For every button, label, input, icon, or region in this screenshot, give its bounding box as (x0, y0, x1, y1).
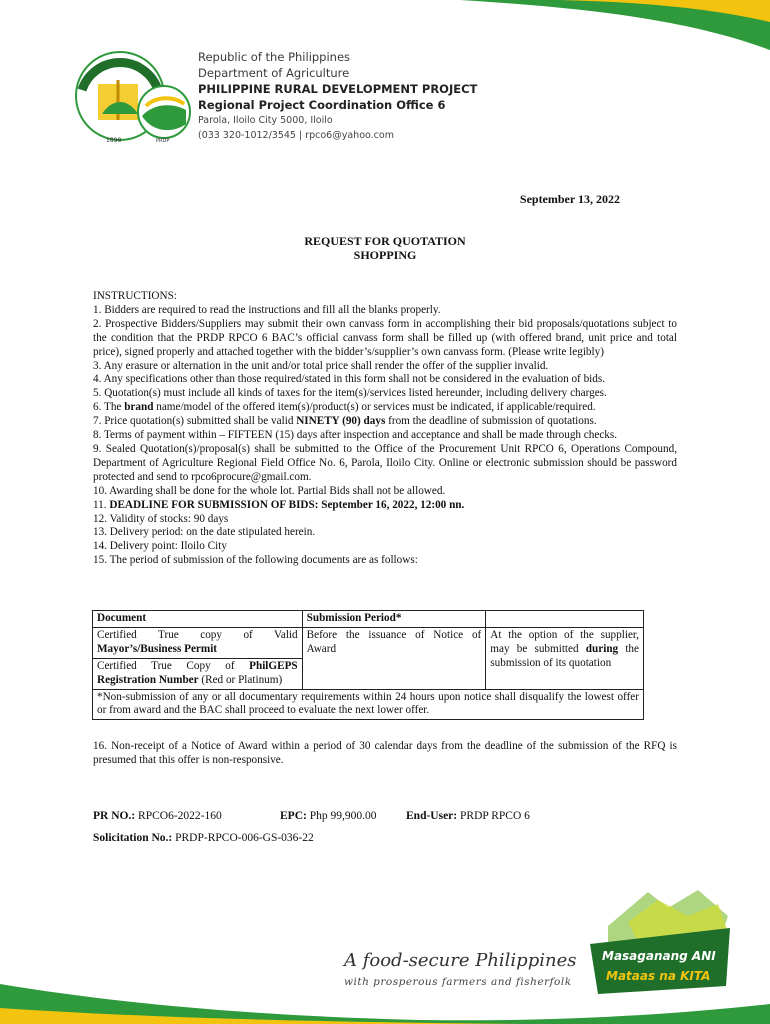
corner-decoration-bottom (0, 964, 770, 1024)
document-title (0, 234, 770, 262)
instruction-item: 14. Delivery point: Iloilo City (93, 540, 227, 553)
tagline-main: A food-secure Philippines (344, 950, 577, 971)
instruction-item: 1. Bidders are required to read the instructions and fill all the blanks properly. (93, 303, 441, 316)
seal-year: 1898 (106, 137, 122, 144)
instruction-item: 5. Quotation(s) must include all kinds of taxes for the item(s)/services listed hereunder, including delivery charges. (93, 387, 607, 400)
instruction-item: 13. Delivery period: on the date stipulated herein. (93, 526, 316, 539)
instruction-item: 2. Prospective Bidders/Suppliers may submit their own canvass form in accomplishing their bid proposals/quotations subject to the condition that the PRDP RPCO 6 BAC’s official canvass form shall be filled up (with offered brand, unit price and total price), signed properly and attached together with the bidder’s/supplier’s own canvass form. (Please write legibly) (93, 317, 677, 358)
letterhead-department: Department of Agriculture (198, 65, 350, 80)
table-note: *Non-submission of any or all documentary requirements within 24 hours upon notice shall disqualify the lowest offer or from award and the BAC shall proceed to evaluate the next lower offer. (93, 689, 644, 720)
instruction-item: 12. Validity of stocks: 90 days (93, 512, 229, 525)
header-period: Submission Period* (302, 611, 486, 628)
period-before-award: Before the issuance of Notice of Award (302, 627, 486, 689)
pr-number: PR NO.: RPCO6-2022-160 (93, 810, 222, 822)
instruction-item: 7. Price quotation(s) submitted shall be valid NINETY (90) days from the deadline of submission of quotations. (93, 415, 597, 428)
end-user: End-User: PRDP RPCO 6 (406, 810, 530, 822)
instruction-item: 10. Awarding shall be done for the whole lot. Partial Bids shall not be allowed. (93, 484, 446, 497)
instruction-item: 3. Any erasure or alternation in the unit and/or total price shall render the offer of the supplier invalid. (93, 359, 549, 372)
doc-philgeps: Certified True Copy of PhilGEPS Registration Number (Red or Platinum) (93, 658, 303, 689)
instruction-item: 8. Terms of payment within – FIFTEEN (15) days after inspection and acceptance and shall be made through checks. (93, 429, 618, 442)
letterhead-address: Parola, Iloilo City 5000, Iloilo (198, 115, 333, 126)
table-row (93, 689, 644, 720)
table-row (93, 627, 644, 658)
letterhead-republic: Republic of the Philippines (198, 50, 351, 64)
badge-line-2: Mataas na KITA (606, 969, 711, 983)
letterhead-contact: (033 320-1012/3545 | rpco6@yahoo.com (198, 130, 394, 141)
title-line-1: REQUEST FOR QUOTATION (304, 234, 466, 248)
corner-decoration-top (440, 0, 770, 56)
instruction-item-16: 16. Non-receipt of a Notice of Award within a period of 30 calendar days from the deadline of the submission of the RFQ is presumed that this offer is non-responsive. (93, 740, 677, 766)
letterhead (198, 50, 477, 143)
title-line-2: SHOPPING (353, 248, 417, 262)
da-prdp-seal-logo (72, 46, 194, 148)
prdp-logo-text: PRDP (156, 138, 170, 144)
solicitation-number: Solicitation No.: PRDP-RPCO-006-GS-036-22 (93, 832, 314, 844)
badge-line-1: Masaganang ANI (602, 949, 716, 963)
instructions-heading: INSTRUCTIONS: (93, 290, 177, 302)
instructions (93, 290, 677, 568)
documents-table (92, 610, 644, 720)
instruction-item: 15. The period of submission of the following documents are as follows: (93, 554, 418, 567)
document-date: September 13, 2022 (519, 192, 620, 206)
header-document: Document (93, 611, 303, 628)
instruction-item: 9. Sealed Quotation(s)/proposal(s) shall be submitted to the Office of the Procurement Unit RPCO 6, Operations Compound, Department of Agriculture Regional Field Office No. 6, Parola, Iloilo City. Online or electronic submission should be password protected and send to rpco6procure@gmail.com. (93, 442, 677, 483)
instruction-item: 6. The brand name/model of the offered item(s)/product(s) or services must be indicated, if applicable/required. (93, 401, 596, 414)
doc-mayors-permit: Certified True copy of Valid Mayor’s/Business Permit (93, 627, 303, 658)
instruction-item-deadline: 11. DEADLINE FOR SUBMISSION OF BIDS: September 16, 2022, 12:00 nn. (93, 498, 465, 511)
letterhead-project: PHILIPPINE RURAL DEVELOPMENT PROJECT (198, 82, 478, 96)
letterhead-office: Regional Project Coordination Office 6 (198, 98, 446, 112)
header-empty (486, 611, 644, 628)
tagline-sub: with prosperous farmers and fisherfolk (344, 976, 572, 988)
epc-amount: EPC: Php 99,900.00 (280, 810, 377, 822)
instruction-item: 4. Any specifications other than those required/stated in this form shall not be considered in the evaluation of bids. (93, 373, 606, 386)
period-option: At the option of the supplier, may be submitted during the submission of its quotation (486, 627, 644, 689)
table-row (93, 611, 644, 628)
